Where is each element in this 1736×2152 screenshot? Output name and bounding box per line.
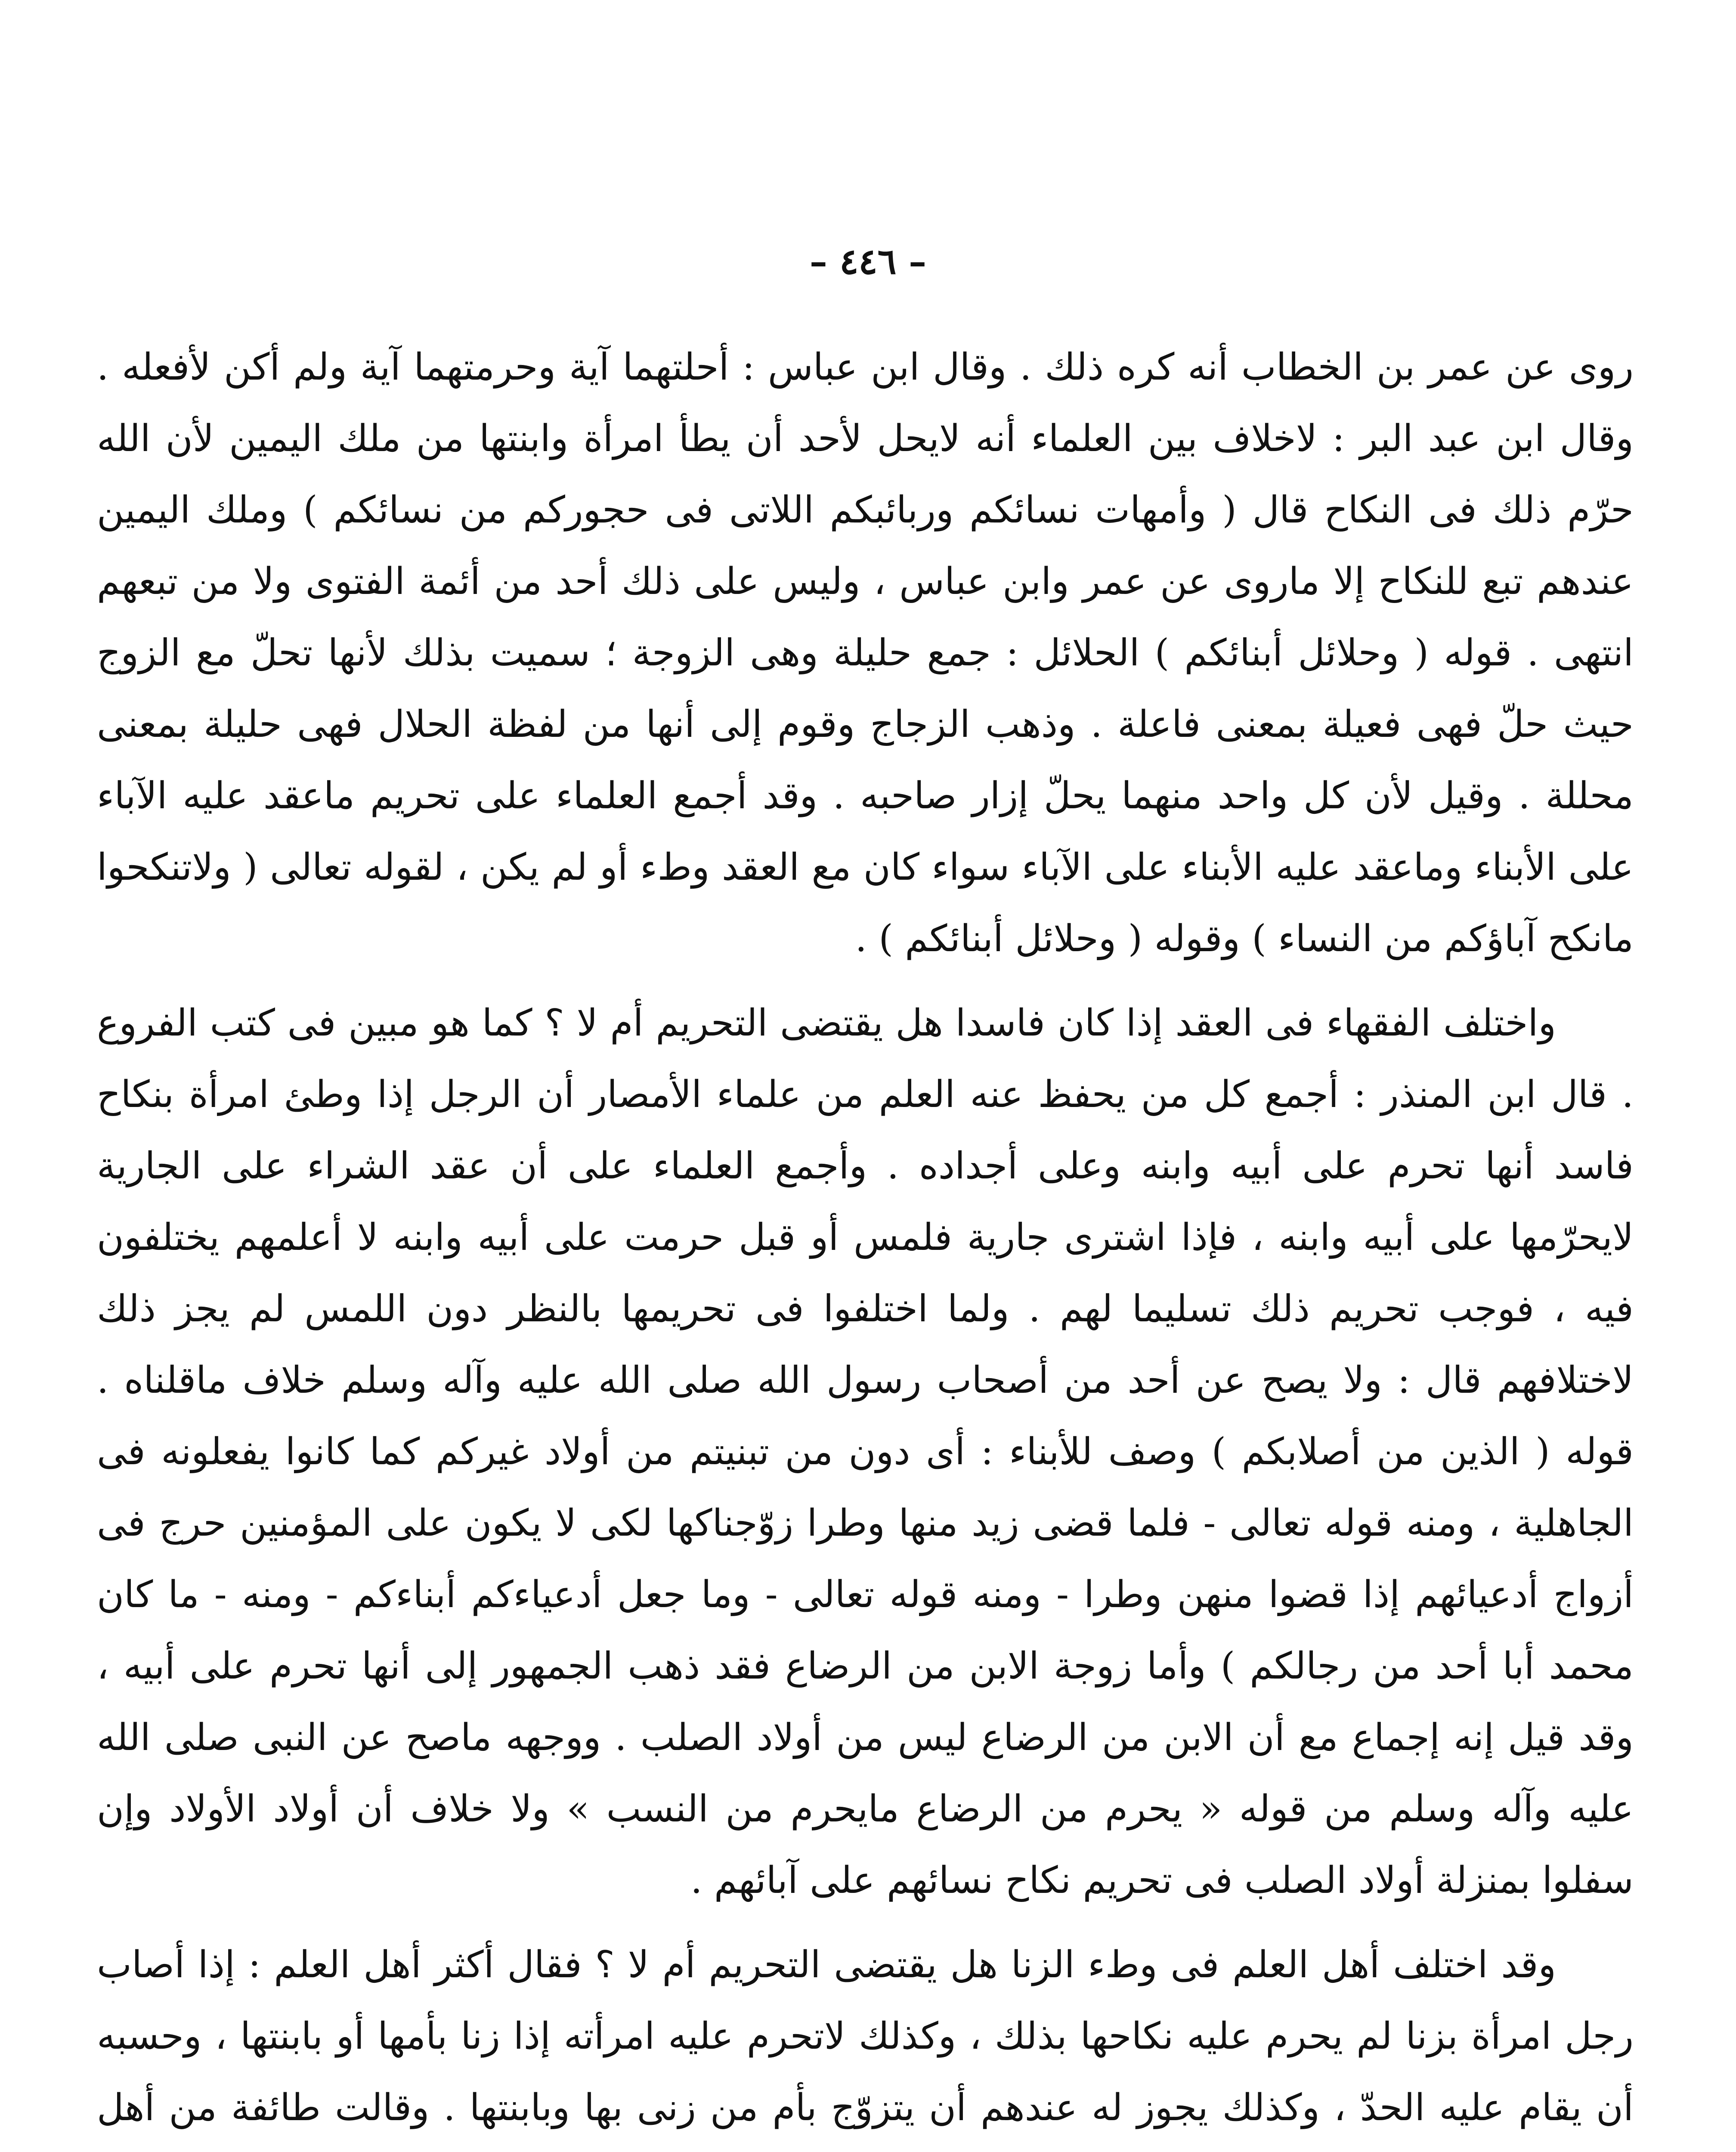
paragraph: روى عن عمر بن الخطاب أنه كره ذلك . وقال ابن عباس : أحلتهما آية وحرمتهما آية ولم أكن لأفعله . وقال ابن عبد البر : لاخلاف بين العلماء أنه لايحل لأحد أن يطأ امرأة وابنتها من ملك اليمين لأن الله حرّم ذلك فى النكاح قال ( وأمهات نسائكم وربائبكم اللاتى فى حجوركم من نسائكم ) وملك اليمين عندهم تبع للنكاح إلا ماروى عن عمر وابن عباس ، وليس على ذلك أحد من أئمة الفتوى ولا من تبعهم انتهى . قوله ( وحلائل أبنائكم ) الحلائل : جمع حليلة وهى الزوجة ؛ سميت بذلك لأنها تحلّ مع الزوج حيث حلّ فهى فعيلة بمعنى فاعلة . وذهب الزجاج وقوم إلى أنها من لفظة الحلال فهى حليلة بمعنى محللة . وقيل لأن كل واحد منهما يحلّ إزار صاحبه . وقد أجمع العلماء على تحريم ماعقد عليه الآباء على الأبناء وماعقد عليه الأبناء على الآباء سواء كان مع العقد وطء أو لم يكن ، لقوله تعالى ( ولاتنكحوا مانكح آباؤكم من النساء ) وقوله ( وحلائل أبنائكم ) . xyxy=(97,346,1634,960)
page-number: – ٤٤٦ – xyxy=(809,241,927,282)
page-body xyxy=(97,331,1634,2152)
paragraph: واختلف الفقهاء فى العقد إذا كان فاسدا هل يقتضى التحريم أم لا ؟ كما هو مبين فى كتب الفروع . قال ابن المنذر : أجمع كل من يحفظ عنه العلم من علماء الأمصار أن الرجل إذا وطئ امرأة بنكاح فاسد أنها تحرم على أبيه وابنه وعلى أجداده . وأجمع العلماء على أن عقد الشراء على الجارية لايحرّمها على أبيه وابنه ، فإذا اشترى جارية فلمس أو قبل حرمت على أبيه وابنه لا أعلمهم يختلفون فيه ، فوجب تحريم ذلك تسليما لهم . ولما اختلفوا فى تحريمها بالنظر دون اللمس لم يجز ذلك لاختلافهم قال : ولا يصح عن أحد من أصحاب رسول الله صلى الله عليه وآله وسلم خلاف ماقلناه . قوله ( الذين من أصلابكم ) وصف للأبناء : أى دون من تبنيتم من أولاد غيركم كما كانوا يفعلونه فى الجاهلية ، ومنه قوله تعالى - فلما قضى زيد منها وطرا زوّجناكها لكى لا يكون على المؤمنين حرج فى أزواج أدعيائهم إذا قضوا منهن وطرا - ومنه قوله تعالى - وما جعل أدعياءكم أبناءكم - ومنه - ما كان محمد أبا أحد من رجالكم ) وأما زوجة الابن من الرضاع فقد ذهب الجمهور إلى أنها تحرم على أبيه ، وقد قيل إنه إجماع مع أن الابن من الرضاع ليس من أولاد الصلب . ووجهه ماصح عن النبى صلى الله عليه وآله وسلم من قوله « يحرم من الرضاع مايحرم من النسب » ولا خلاف أن أولاد الأولاد وإن سفلوا بمنزلة أولاد الصلب فى تحريم نكاح نسائهم على آبائهم . xyxy=(97,1002,1634,1902)
paragraph: وقد اختلف أهل العلم فى وطء الزنا هل يقتضى التحريم أم لا ؟ فقال أكثر أهل العلم : إذا أصاب رجل امرأة بزنا لم يحرم عليه نكاحها بذلك ، وكذلك لاتحرم عليه امرأته إذا زنا بأمها أو بابنتها ، وحسبه أن يقام عليه الحدّ ، وكذلك يجوز له عندهم أن يتزوّج بأم من زنى بها وبابنتها . وقالت طائفة من أهل xyxy=(97,1943,1634,2129)
